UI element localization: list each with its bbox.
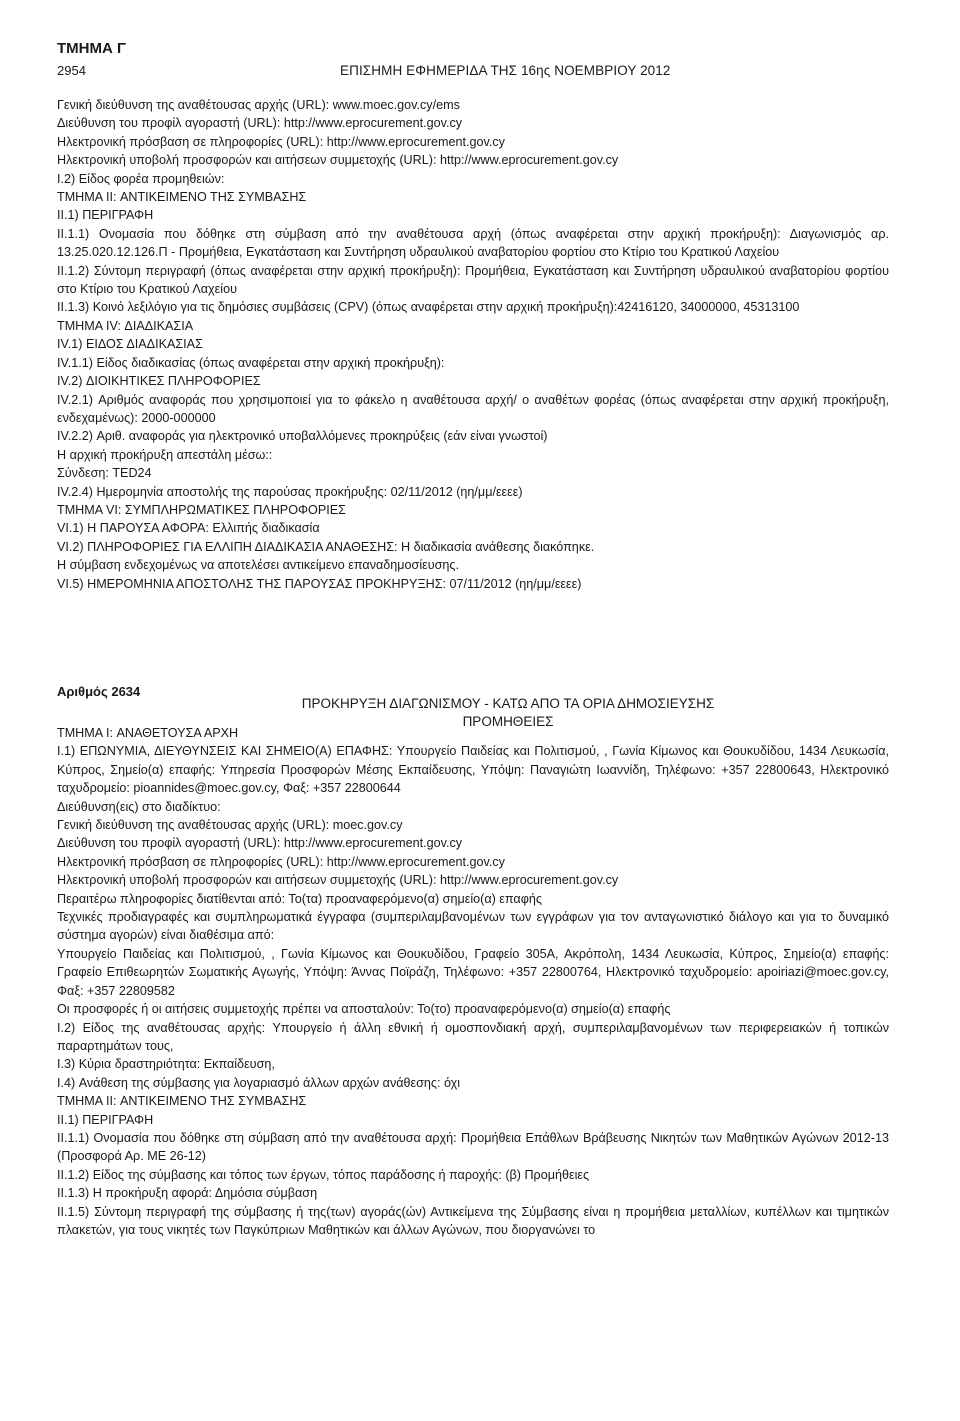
paragraph: II.1) ΠΕΡΙΓΡΑΦΗ xyxy=(57,1112,154,1127)
running-title: ΕΠΙΣΗΜΗ ΕΦΗΜΕΡΙΔΑ ΤΗΣ 16ης ΝΟΕΜΒΡΙΟΥ 2012 xyxy=(340,63,671,78)
paragraph: Γενική διεύθυνση της αναθέτουσας αρχής (URL): moec.gov.cy xyxy=(57,818,403,833)
paragraph: II.1.1) Ονομασία που δόθηκε στη σύμβαση από την αναθέτουσα αρχή (όπως αναφέρεται στην αρχική προκήρυξη): Διαγωνισμός αρ. 13.25.020.12.126.Π - Προμήθεια, Εγκατάσταση και Συντήρηση υδραυλικού αναβατορίου φορτίου στο Κτίριο του Κρατικού Λαχείου xyxy=(57,226,889,260)
paragraph: Οι προσφορές ή οι αιτήσεις συμμετοχής πρέπει να αποσταλούν: Το(το) προαναφερόμενο(α) σημείο(α) επαφής xyxy=(57,1002,671,1017)
paragraph: Ηλεκτρονική πρόσβαση σε πληροφορίες (URL): http://www.eprocurement.gov.cy xyxy=(57,854,505,869)
paragraph: II.1.2) Είδος της σύμβασης και τόπος των έργων, τόπος παράδοσης ή παροχής: (β) Προμήθειες xyxy=(57,1167,590,1182)
paragraph: Τεχνικές προδιαγραφές και συμπληρωματικά έγγραφα (συμπεριλαμβανομένων των εγγράφων για τον ανταγωνιστικό διάλογο και για το δυναμικό σύστημα αγορών) είναι διαθέσιμα από: xyxy=(57,910,889,943)
paragraph: Γενική διεύθυνση της αναθέτουσας αρχής (URL): www.moec.gov.cy/ems xyxy=(57,98,460,112)
paragraph: Ηλεκτρονική υποβολή προσφορών και αιτήσεων συμμετοχής (URL): http://www.eprocurement.gov.cy xyxy=(57,153,619,168)
notice-title-line: ΠΡΟΜΗΘΕΙΕΣ xyxy=(462,714,554,729)
paragraph: VI.5) ΗΜΕΡΟΜΗΝΙΑ ΑΠΟΣΤΟΛΗΣ ΤΗΣ ΠΑΡΟΥΣΑΣ ΠΡΟΚΗΡΥΞΗΣ: 07/11/2012 (ηη/μμ/εεεε) xyxy=(57,576,582,591)
paragraph: II.1.1) Ονομασία που δόθηκε στη σύμβαση από την αναθέτουσα αρχή: Προμήθεια Επάθλων Βράβευσης Νικητών των Μαθητικών Αγώνων 2012-13 (Προσφορά Αρ. ΜΕ 26-12) xyxy=(57,1130,889,1164)
paragraph: II.1.3) Κοινό λεξιλόγιο για τις δημόσιες συμβάσεις (CPV) (όπως αναφέρεται στην αρχική προκήρυξη):42416120, 34000000, 45313100 xyxy=(57,300,800,315)
paragraph: I.2) Είδος φορέα προμηθειών: xyxy=(57,171,225,186)
paragraph: I.1) ΕΠΩΝΥΜΙΑ, ΔΙΕΥΘΥΝΣΕΙΣ ΚΑΙ ΣΗΜΕΙΟ(Α) ΕΠΑΦΗΣ: Υπουργείο Παιδείας και Πολιτισμού, , Γωνία Κίμωνος και Θουκυδίδου, 1434 Λευκωσία, Κύπρος, Σημείο(α) επαφής: Υπηρεσία Προσφορών Μέσης Εκπαίδευσης, Υπόψη: Παναγιώτη Ιωαννίδη, Τηλέφωνο: +357 22800643, Ηλεκτρονικό ταχυδρομείο: pioannides@moec.gov.cy, Φαξ: +357 22800644 xyxy=(57,744,889,796)
notice-body xyxy=(57,724,889,1239)
paragraph: Η σύμβαση ενδεχομένως να αποτελέσει αντικείμενο επαναδημοσίευσης. xyxy=(57,558,459,573)
paragraph: Διεύθυνση του προφίλ αγοραστή (URL): http://www.eprocurement.gov.cy xyxy=(57,836,463,851)
paragraph: IV.1.1) Είδος διαδικασίας (όπως αναφέρεται στην αρχική προκήρυξη): xyxy=(57,355,445,370)
paragraph: ΤΜΗΜΑ I: ΑΝΑΘΕΤΟΥΣΑ ΑΡΧΗ xyxy=(57,726,239,740)
paragraph: Διεύθυνση(εις) στο διαδίκτυο: xyxy=(57,799,221,814)
paragraph: II.1) ΠΕΡΙΓΡΑΦΗ xyxy=(57,208,154,223)
paragraph: IV.2.2) Αριθ. αναφοράς για ηλεκτρονικό υποβαλλόμενες προκηρύξεις (εάν είναι γνωστοί) xyxy=(57,429,548,444)
paragraph: II.1.3) Η προκήρυξη αφορά: Δημόσια σύμβαση xyxy=(57,1186,318,1201)
paragraph: II.1.5) Σύντομη περιγραφή της σύμβασης ή της(των) αγοράς(ών) Αντικείμενα της Σύμβασης είναι η προμήθεια μεταλλίων, κυπέλλων και τιμητικών πλακετών, για τους νικητές των Παγκύπριων Μαθητικών και άλλων Αγώνων, που διοργανώνει το xyxy=(57,1204,889,1237)
previous-notice-body xyxy=(57,96,889,593)
notice-number: Αριθμός 2634 xyxy=(57,684,141,699)
paragraph: Ηλεκτρονική πρόσβαση σε πληροφορίες (URL): http://www.eprocurement.gov.cy xyxy=(57,134,505,149)
paragraph: I.2) Είδος της αναθέτουσας αρχής: Υπουργείο ή άλλη εθνική ή ομοσπονδιακή αρχή, συμπεριλαμβανομένων των περιφερειακών ή τοπικών παραρτημάτων τους, xyxy=(57,1020,889,1053)
paragraph: IV.2) ΔΙΟΙΚΗΤΙΚΕΣ ΠΛΗΡΟΦΟΡΙΕΣ xyxy=(57,374,261,389)
paragraph: Υπουργείο Παιδείας και Πολιτισμού, , Γωνία Κίμωνος και Θουκυδίδου, Γραφείο 305Α, Ακρόπολη, 1434 Λευκωσία, Κύπρος, Σημείο(α) επαφής: Γραφείο Επιθεωρητών Σωματικής Αγωγής, Υπόψη: Άννας Ποϊράζη, Τηλέφωνο: +357 22800764, Ηλεκτρονικό ταχυδρομείο: apoiriazi@moec.gov.cy, Φαξ: +357 22809582 xyxy=(57,946,889,998)
paragraph: VI.2) ΠΛΗΡΟΦΟΡΙΕΣ ΓΙΑ ΕΛΛΙΠΗ ΔΙΑΔΙΚΑΣΙΑ ΑΝΑΘΕΣΗΣ: Η διαδικασία ανάθεσης διακόπηκε. xyxy=(57,539,595,554)
paragraph: Ηλεκτρονική υποβολή προσφορών και αιτήσεων συμμετοχής (URL): http://www.eprocurement.gov.cy xyxy=(57,873,619,888)
paragraph: Περαιτέρω πληροφορίες διατίθενται από: Το(τα) προαναφερόμενο(α) σημείο(α) επαφής xyxy=(57,891,542,906)
paragraph: ΤΜΗΜΑ IV: ΔΙΑΔΙΚΑΣΙΑ xyxy=(57,318,194,333)
paragraph: Σύνδεση: TED24 xyxy=(57,466,152,481)
paragraph: ΤΜΗΜΑ VI: ΣΥΜΠΛΗΡΩΜΑΤΙΚΕΣ ΠΛΗΡΟΦΟΡΙΕΣ xyxy=(57,502,346,517)
page-number: 2954 xyxy=(57,63,86,78)
notice-title-line: ΠΡΟΚΗΡΥΞΗ ΔΙΑΓΩΝΙΣΜΟΥ - ΚΑΤΩ ΑΠΟ ΤΑ ΟΡΙΑ ΔΗΜΟΣΙΕΥΣΗΣ xyxy=(301,696,715,711)
paragraph: IV.2.1) Αριθμός αναφοράς που χρησιμοποιεί για το φάκελο η αναθέτουσα αρχή/ ο αναθέτων φορέας (όπως αναφέρεται στην αρχική προκήρυξη, ενδεχαμένως): 2000-000000 xyxy=(57,392,889,425)
paragraph: I.3) Κύρια δραστηριότητα: Εκπαίδευση, xyxy=(57,1057,275,1072)
paragraph: Η αρχική προκήρυξη απεστάλη μέσω:: xyxy=(57,447,273,462)
paragraph: I.4) Ανάθεση της σύμβασης για λογαριασμό άλλων αρχών ανάθεσης: όχι xyxy=(57,1075,461,1090)
paragraph: IV.2.4) Ημερομηνία αποστολής της παρούσας προκήρυξης: 02/11/2012 (ηη/μμ/εεεε) xyxy=(57,484,523,499)
section-tag: ΤΜΗΜΑ Γ xyxy=(57,40,127,57)
paragraph: II.1.2) Σύντομη περιγραφή (όπως αναφέρεται στην αρχική προκήρυξη): Προμήθεια, Εγκατάσταση και Συντήρηση υδραυλικού αναβατορίου φορτίου στο Κτίριο του Κρατικού Λαχείου xyxy=(57,263,889,297)
paragraph: ΤΜΗΜΑ II: ΑΝΤΙΚΕΙΜΕΝΟ ΤΗΣ ΣΥΜΒΑΣΗΣ xyxy=(57,190,307,205)
paragraph: ΤΜΗΜΑ II: ΑΝΤΙΚΕΙΜΕΝΟ ΤΗΣ ΣΥΜΒΑΣΗΣ xyxy=(57,1094,307,1109)
paragraph: IV.1) ΕΙΔΟΣ ΔΙΑΔΙΚΑΣΙΑΣ xyxy=(57,337,203,352)
paragraph: Διεύθυνση του προφίλ αγοραστή (URL): http://www.eprocurement.gov.cy xyxy=(57,116,463,131)
paragraph: VI.1) Η ΠΑΡΟΥΣΑ ΑΦΟΡΑ: Ελλιπής διαδικασία xyxy=(57,521,320,536)
